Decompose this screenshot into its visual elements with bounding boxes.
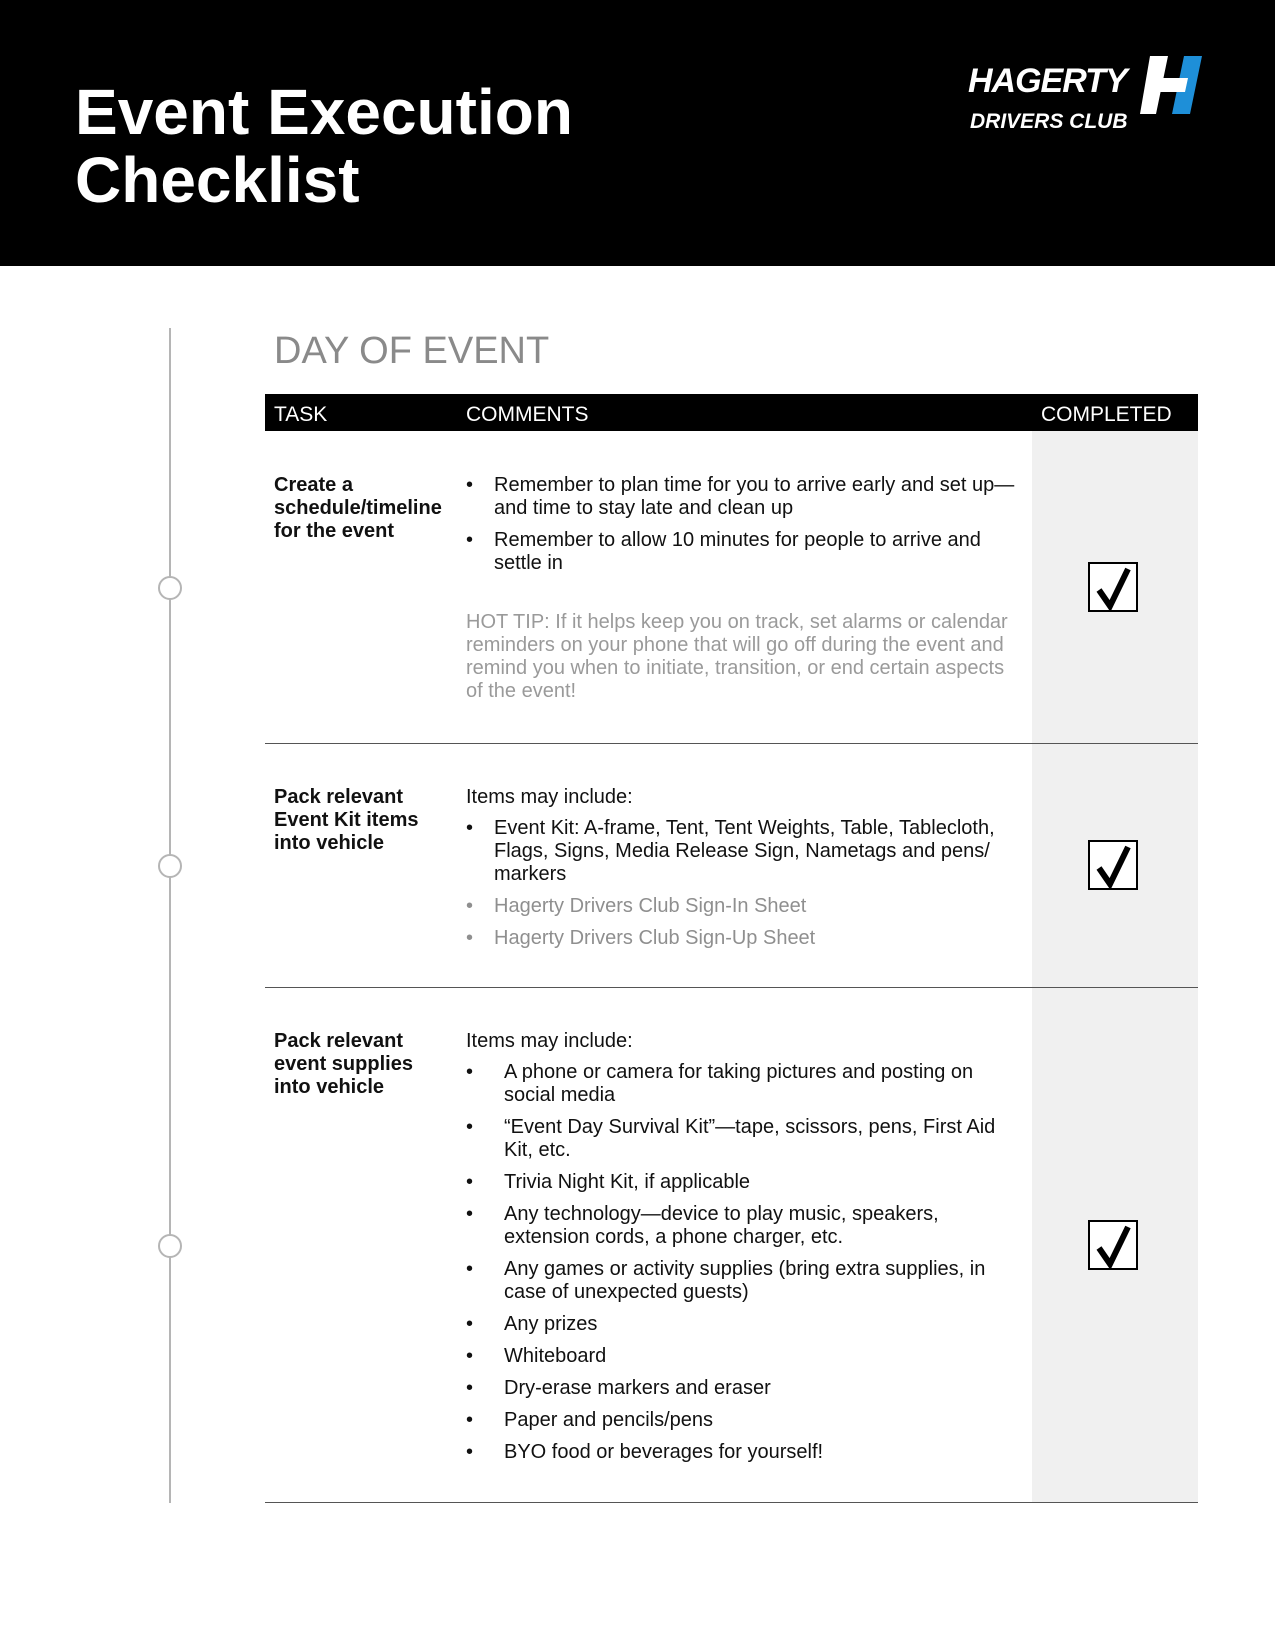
row-divider (265, 1502, 1198, 1503)
list-item: • “Event Day Survival Kit”—tape, scissors, pens, First Aid Kit, etc. (466, 1116, 1022, 1162)
timeline-node (158, 576, 182, 600)
page-title (75, 78, 573, 214)
list-item: • Hagerty Drivers Club Sign-In Sheet (466, 895, 1022, 918)
title-line-2: Checklist (75, 144, 360, 216)
completed-checkbox[interactable] (1088, 1220, 1138, 1270)
table-header (265, 394, 1198, 431)
task-schedule: Create a schedule/timeline for the event (274, 474, 442, 542)
section-title: DAY OF EVENT (274, 330, 550, 372)
timeline-node (158, 854, 182, 878)
list-item: • A phone or camera for taking pictures and posting on social media (466, 1061, 1022, 1107)
logo-brand: HAGERTY (968, 62, 1127, 100)
list-item: • Remember to plan time for you to arrive early and set up—and time to stay late and clean up (466, 474, 1022, 520)
page-header (0, 0, 1275, 266)
completed-checkbox[interactable] (1088, 562, 1138, 612)
list-item: • Any technology—device to play music, speakers, extension cords, a phone charger, etc. (466, 1203, 1022, 1249)
list-item: • Trivia Night Kit, if applicable (466, 1171, 1022, 1194)
list-item: • Hagerty Drivers Club Sign-Up Sheet (466, 927, 1022, 950)
items-intro: Items may include: (466, 786, 633, 808)
list-item: • Any games or activity supplies (bring extra supplies, in case of unexpected guests) (466, 1258, 1022, 1304)
task-event-supplies: Pack relevant event supplies into vehicle (274, 1030, 413, 1098)
list-item: • Event Kit: A-frame, Tent, Tent Weights, Table, Tablecloth, Flags, Signs, Media Release Sign, Nametags and pens/ markers (466, 817, 1022, 886)
list-item: • Whiteboard (466, 1345, 1022, 1368)
list-item: • Dry-erase markers and eraser (466, 1377, 1022, 1400)
hot-tip: HOT TIP: If it helps keep you on track, set alarms or calendar reminders on your phone that will go off during the event and remind you when to initiate, transition, or end certain aspects of the event! (466, 611, 1008, 702)
timeline-node (158, 1234, 182, 1258)
list-item: • Remember to allow 10 minutes for people to arrive and settle in (466, 529, 1022, 575)
items-intro: Items may include: (466, 1030, 633, 1052)
checkmark-icon (1094, 566, 1134, 610)
column-header-completed: COMPLETED (1041, 403, 1172, 426)
hagerty-logo (968, 56, 1204, 138)
task-event-kit: Pack relevant Event Kit items into vehicle (274, 786, 419, 854)
list-item: • BYO food or beverages for yourself! (466, 1441, 1022, 1464)
comments-event-supplies (466, 1030, 1022, 1473)
list-item: • Any prizes (466, 1313, 1022, 1336)
checkmark-icon (1094, 844, 1134, 888)
row-divider (265, 743, 1198, 744)
checkmark-icon (1094, 1224, 1134, 1268)
logo-subtitle: DRIVERS CLUB (970, 110, 1128, 133)
comments-schedule (466, 474, 1022, 703)
column-header-comments: COMMENTS (466, 403, 589, 426)
timeline-line (169, 328, 171, 1503)
hagerty-h-icon (1140, 56, 1204, 114)
comments-event-kit (466, 786, 1022, 959)
row-divider (265, 987, 1198, 988)
list-item: • Paper and pencils/pens (466, 1409, 1022, 1432)
column-header-task: TASK (274, 403, 328, 426)
completed-checkbox[interactable] (1088, 840, 1138, 890)
title-line-1: Event Execution (75, 76, 573, 148)
